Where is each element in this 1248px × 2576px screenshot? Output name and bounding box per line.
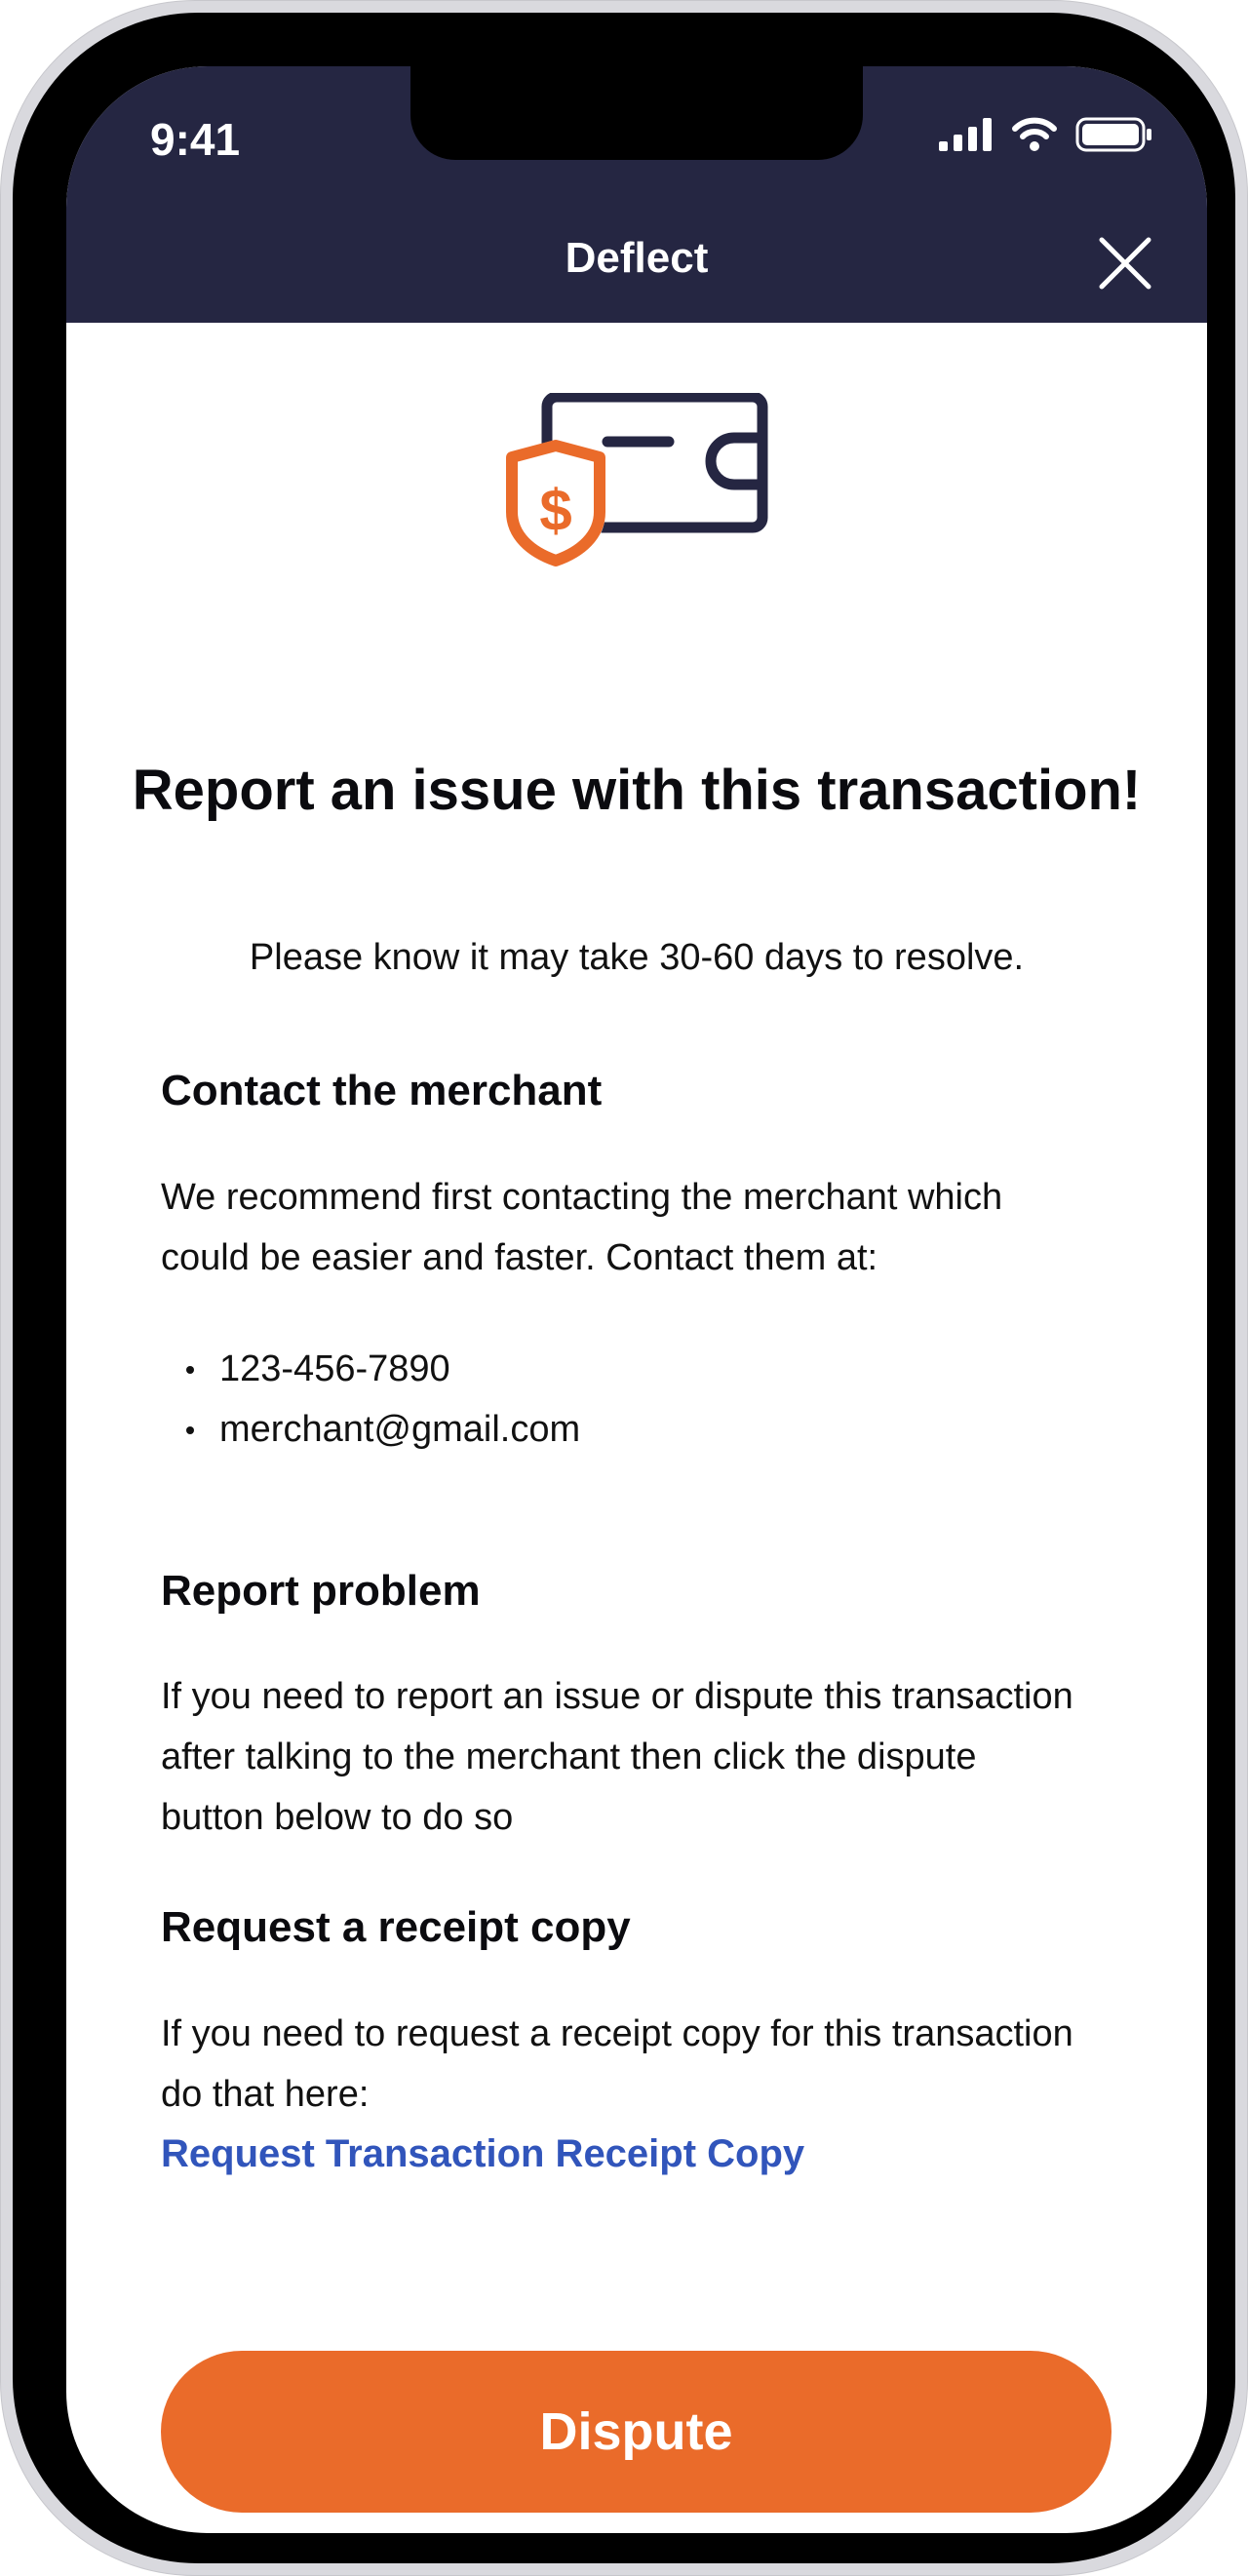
- header-title: Deflect: [565, 234, 709, 282]
- report-description: If you need to report an issue or dispute this transaction after talking to the merchant then click the dispute button below to do so: [161, 1676, 1073, 1838]
- receipt-section-title: Request a receipt copy: [161, 1903, 631, 1951]
- receipt-description: If you need to request a receipt copy for this transaction do that here:: [161, 2013, 1073, 2115]
- svg-text:$: $: [539, 478, 572, 543]
- report-section-title: Report problem: [161, 1567, 481, 1615]
- wifi-icon: [1011, 117, 1058, 152]
- battery-icon: [1075, 117, 1153, 152]
- device-notch: [410, 66, 863, 160]
- contact-list: [161, 1339, 580, 1460]
- status-icons: [939, 117, 1153, 152]
- contact-description: We recommend first contacting the merchant which could be easier and faster. Contact them at:: [161, 1177, 1003, 1278]
- phone-bezel: [13, 13, 1235, 2563]
- close-icon: [1098, 236, 1152, 291]
- request-receipt-link[interactable]: Request Transaction Receipt Copy: [161, 2132, 805, 2175]
- contact-section-title: Contact the merchant: [161, 1067, 603, 1114]
- merchant-email[interactable]: merchant@gmail.com: [161, 1399, 580, 1460]
- screen: [66, 66, 1207, 2533]
- close-button[interactable]: [1096, 234, 1154, 293]
- app-header: [66, 66, 1207, 323]
- status-time: 9:41: [150, 114, 241, 165]
- dispute-button[interactable]: Dispute: [161, 2351, 1112, 2513]
- wallet-shield-dollar-icon: [505, 393, 768, 578]
- cellular-signal-icon: [939, 118, 994, 151]
- page-subtitle: Please know it may take 30-60 days to resolve.: [249, 937, 1025, 978]
- page-title: Report an issue with this transaction!: [132, 759, 1142, 822]
- merchant-phone[interactable]: 123-456-7890: [161, 1339, 580, 1399]
